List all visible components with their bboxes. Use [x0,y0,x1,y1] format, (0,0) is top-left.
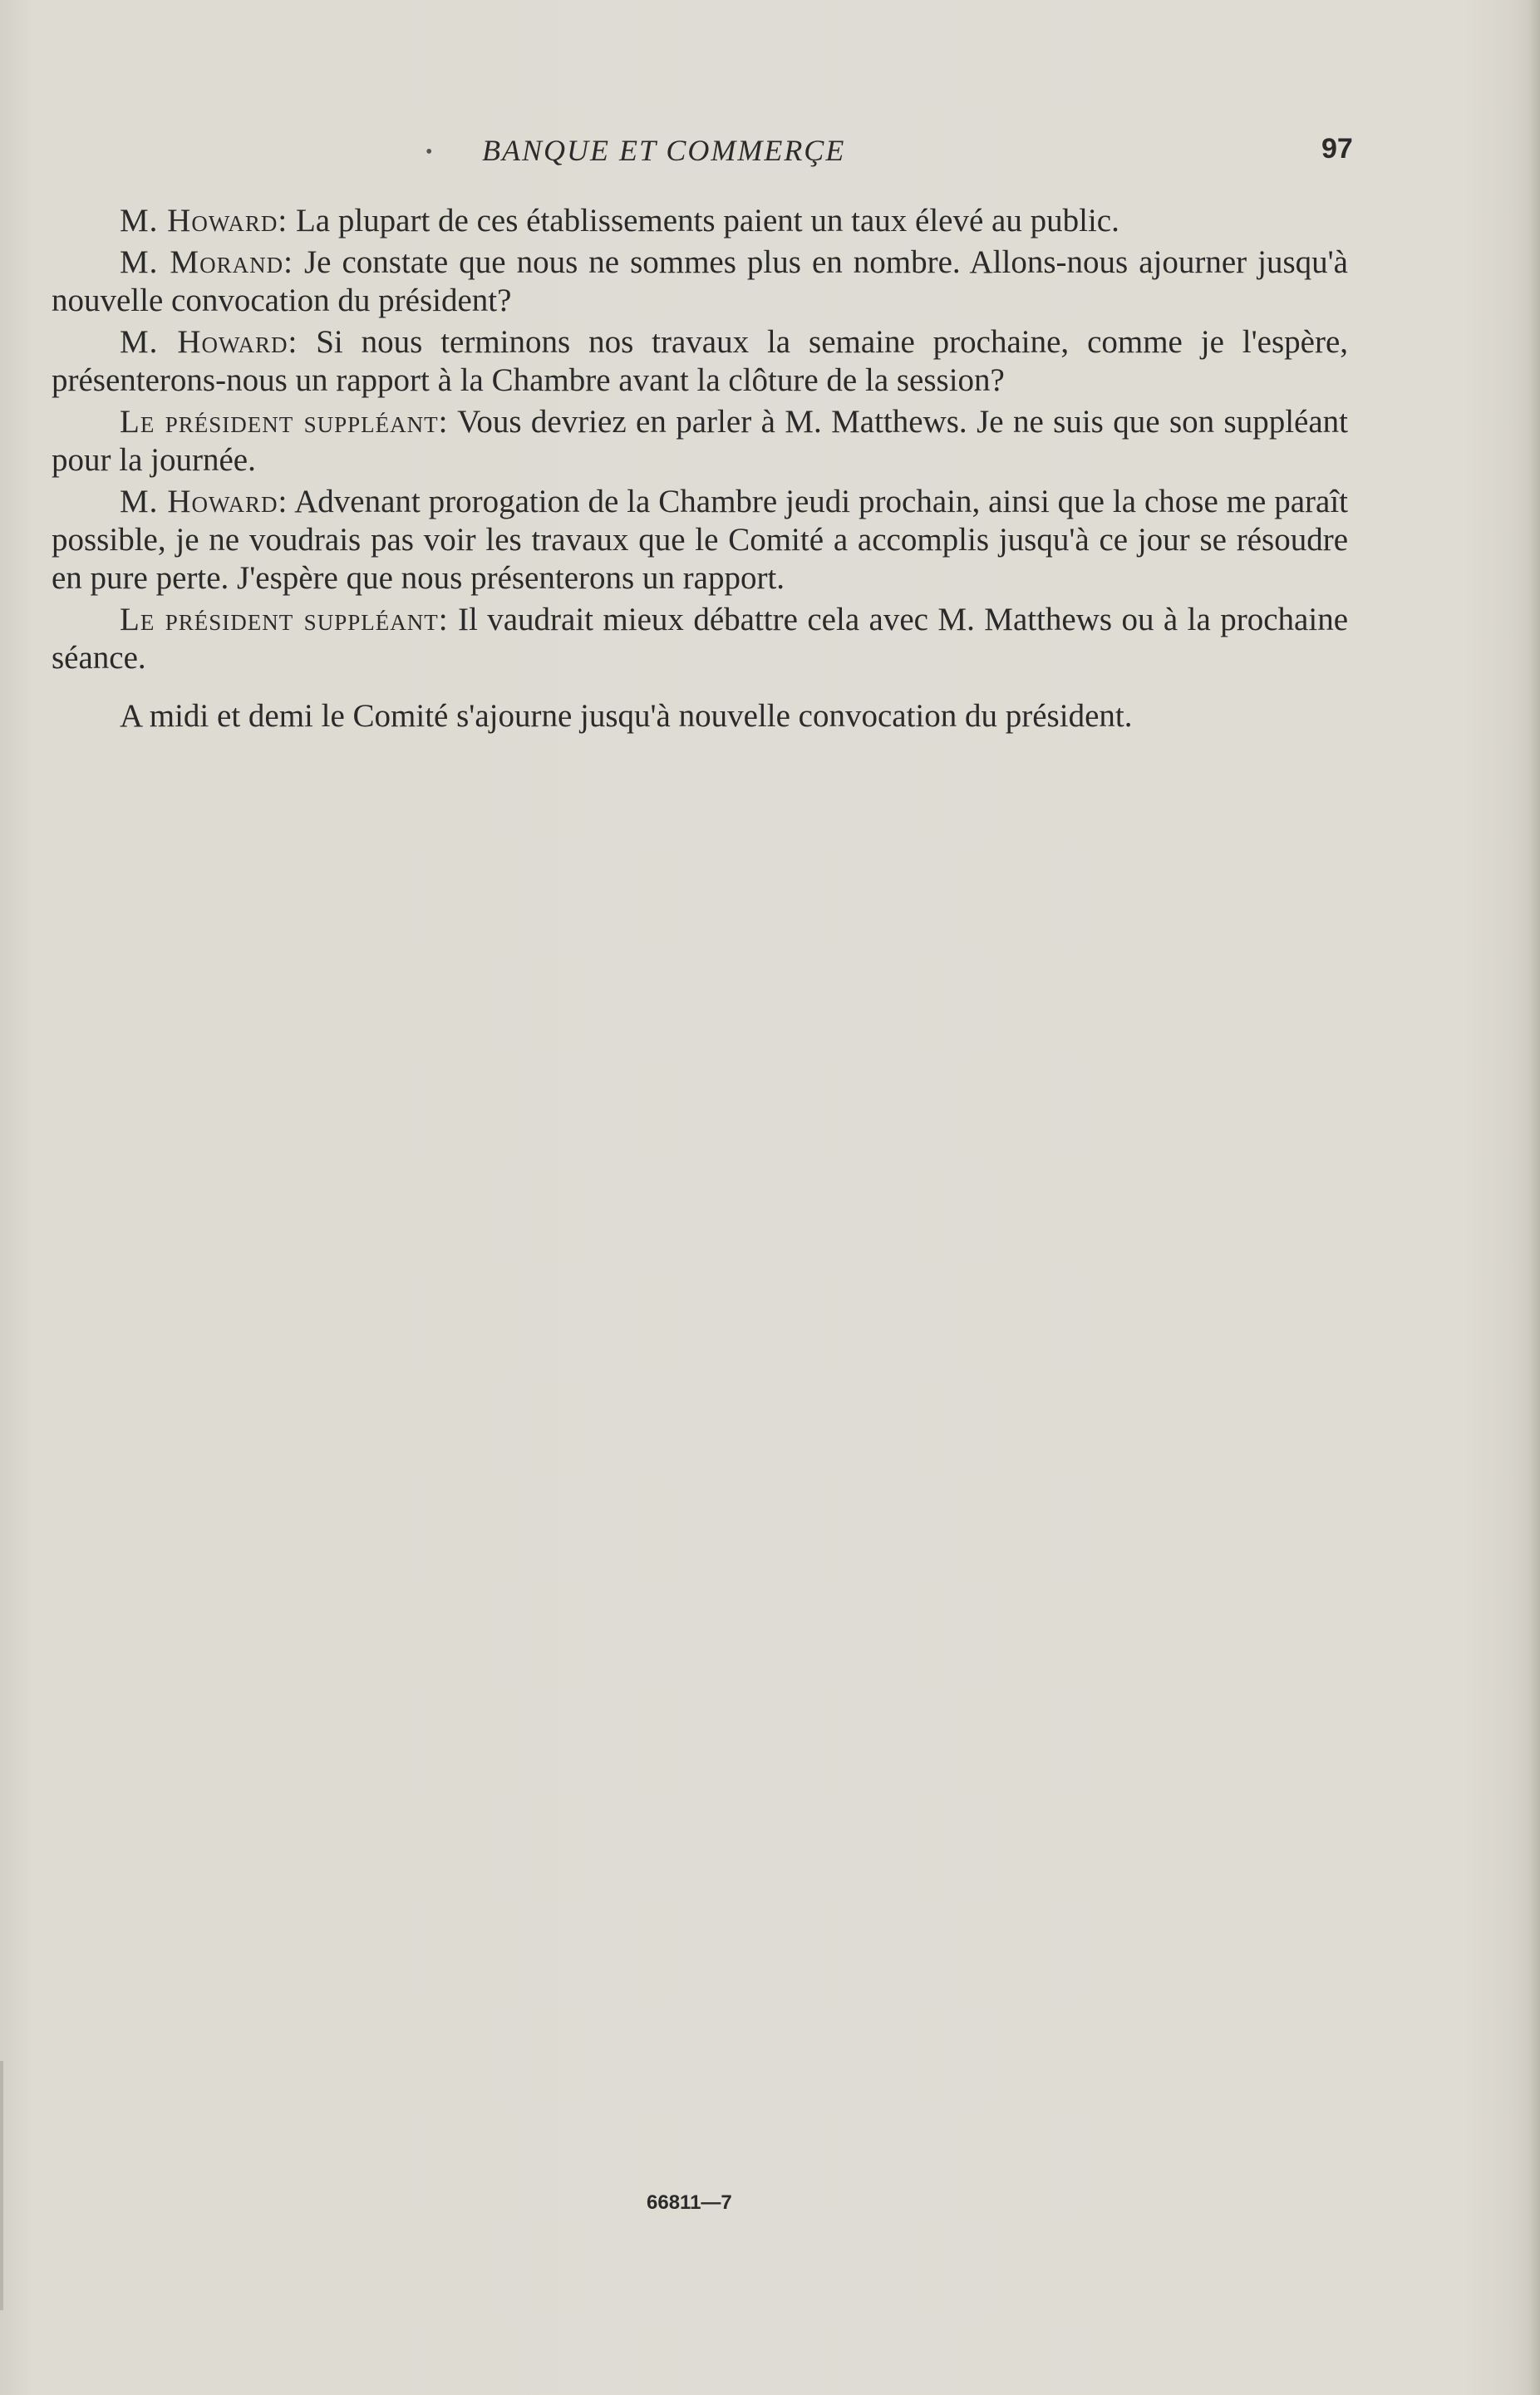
speaker-name: Le président suppléant: [120,602,449,637]
paragraph-text: La plupart de ces établissements paient un taux élevé au public. [288,203,1119,239]
speaker-name: Le président suppléant: [120,404,449,440]
paragraph-3 [52,323,1348,400]
page-number: 97 [1321,133,1353,165]
paragraph-text: Je constate que nous ne sommes plus en nombre. Allons-nous ajourner jusqu'à nouvelle convocation du président? [52,244,1348,318]
running-title: BANQUE ET COMMERÇE [482,134,846,167]
paragraph-text: Advenant prorogation de la Chambre jeudi prochain, ainsi que la chose me paraît possible, je ne voudrais pas voir les travaux que le Comité a accomplis jusqu'à ce jour se résoudre en pure perte. J'espère que nous présenterons un rapport. [52,484,1348,596]
speaker-name: M. Howard: [120,203,288,239]
paragraph-6 [52,601,1348,677]
binding-mark [0,2061,3,2310]
paragraph-4 [52,403,1348,479]
paragraph-5 [52,483,1348,598]
page-edge-shadow [1528,0,1540,2395]
paragraph-1 [52,202,1348,240]
paragraph-text: Vous devriez en parler à M. Matthews. Je ne suis que son suppléant pour la journée. [52,404,1349,478]
transcript-body [52,202,1348,739]
print-speck: • [426,141,433,163]
speaker-name: M. Morand: [120,244,293,280]
closing-paragraph: A midi et demi le Comité s'ajourne jusqu'à nouvelle convocation du président. [120,698,1133,734]
speaker-name: M. Howard: [120,484,288,519]
paragraph-2 [52,243,1348,320]
paragraph-text: Si nous terminons nos travaux la semaine prochaine, comme je l'espère, présenterons-nous un rapport à la Chambre avant la clôture de la session? [52,324,1348,398]
print-code: 66811—7 [647,2191,732,2214]
paragraph-text: Il vaudrait mieux débattre cela avec M. Matthews ou à la prochaine séance. [52,602,1349,676]
speaker-name: M. Howard: [120,324,298,360]
